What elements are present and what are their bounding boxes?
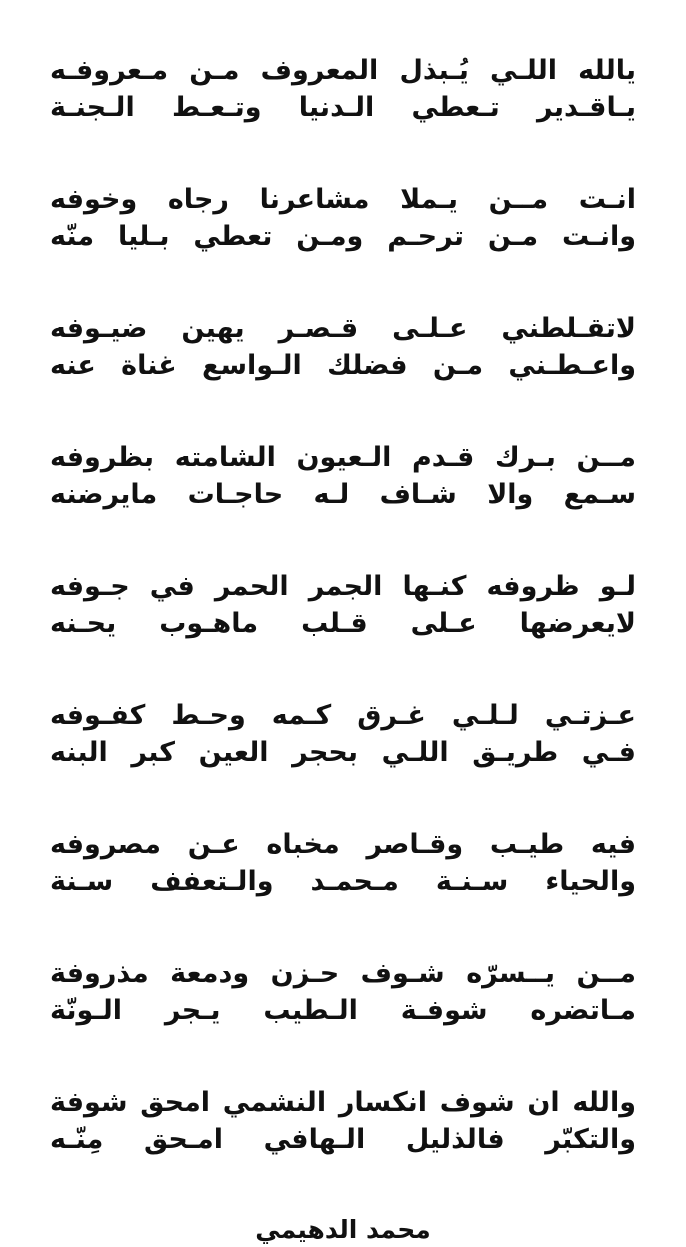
verse-line: يـاقـدير تـعطي الـدنيا وتـعـط الـجنـة	[50, 92, 636, 123]
verse-line: لايعرضها عـلى قـلب ماهـوب يحـنه	[50, 608, 636, 639]
verse-line: مــن يــسرّه شـوف حـزن ودمعة مذروفة	[50, 958, 636, 989]
verse-line: سـمع والا شـاف لـه حاجـات مايرضنه	[50, 479, 636, 510]
verse-line: والحياء سـنـة مـحمـد والـتعفف سـنة	[50, 866, 636, 897]
stanza-8	[50, 955, 636, 1029]
author-signature: محمد الدهيمي	[255, 1215, 431, 1244]
verse-line: فيه طيـب وقـاصر مخباه عـن مصروفه	[50, 829, 636, 860]
verse-line: عـزتـي لـلـي غـرق كـمه وحـط كفـوفه	[50, 700, 636, 731]
verse-line: لاتقـلطني عـلـى قـصـر يهين ضيـوفه	[50, 313, 636, 344]
stanza-6	[50, 697, 636, 771]
verse-line: انـت مــن يـملا مشاعرنا رجاه وخوفه	[50, 184, 636, 215]
stanza-7	[50, 826, 636, 900]
stanza-9	[50, 1084, 636, 1158]
stanza-5	[50, 568, 636, 642]
verse-line: لـو ظروفه كنـها الجمر الحمر في جـوفه	[50, 571, 636, 602]
verse-line: والله ان شوف انكسار النشمي امحق شوفة	[50, 1087, 636, 1118]
verse-line: وانـت مـن ترحـم ومـن تعطي بـليا منّه	[50, 221, 636, 252]
stanza-2	[50, 181, 636, 255]
stanza-1	[50, 52, 636, 126]
verse-line: واعـطـني مـن فضلك الـواسع غناة عنه	[50, 350, 636, 381]
stanza-4	[50, 439, 636, 513]
verse-line: فـي طريـق اللـي بحجر العين كبر البنه	[50, 737, 636, 768]
verse-line: مـاتضره شوفـة الـطيب يـجر الـونّة	[50, 995, 636, 1026]
stanza-3	[50, 310, 636, 384]
verse-line: والتكبّر فالذليل الـهافي امـحق مِنّـه	[50, 1124, 636, 1155]
verse-line: يالله اللـي يُـبذل المعروف مـن مـعروفـه	[50, 55, 636, 86]
verse-line: مــن بـرك قـدم الـعيون الشامته بظروفه	[50, 442, 636, 473]
